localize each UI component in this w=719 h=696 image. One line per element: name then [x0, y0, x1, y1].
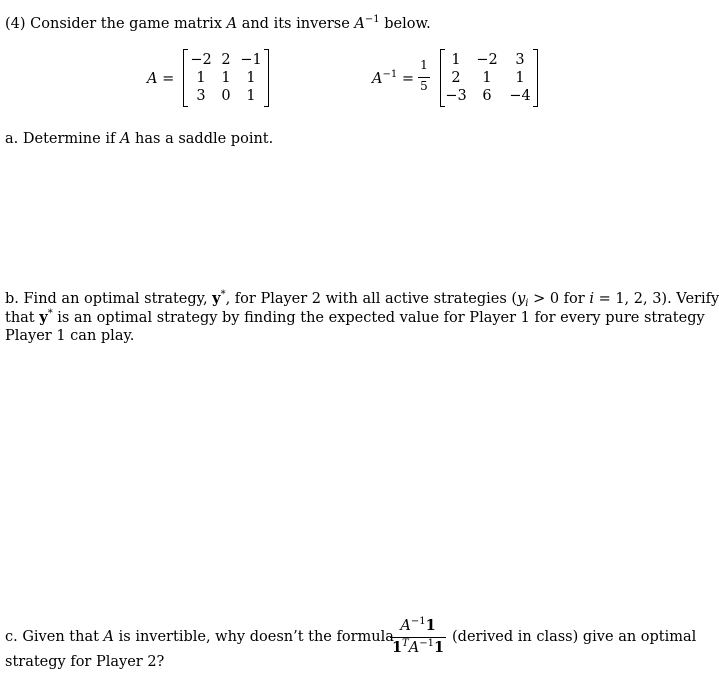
- part-c-line-1b: (derived in class) give an optimal: [452, 629, 697, 645]
- matrix-a-cell: −1: [240, 52, 262, 68]
- part-a: a. Determine if A has a saddle point.: [5, 131, 274, 147]
- part-c-line-2: strategy for Player 2?: [5, 654, 165, 670]
- matrix-ainv-cell: 1: [451, 52, 461, 68]
- matrix-ainv-cell: −2: [476, 52, 498, 68]
- matrix-a-cell: 1: [246, 88, 256, 104]
- problem-number: (4): [5, 16, 26, 32]
- part-c-line-1a: c. Given that A is invertible, why doesn’t the formula: [5, 629, 394, 645]
- part-b-line-1: b. Find an optimal strategy, y*, for Player 2 with all active strategies ($y_i > 0$ for i = 1, 2, 3). Verify: [5, 289, 719, 309]
- matrix-a-cell: 1: [246, 70, 256, 86]
- matrix-ainv-cell: 3: [515, 52, 525, 68]
- matrix-a: [183, 49, 269, 107]
- part-b-line-3: Player 1 can play.: [5, 328, 135, 344]
- matrix-ainv: [440, 49, 538, 107]
- formula-fraction: $A^{-1}1$ $1^TA^{-1}1$: [391, 616, 445, 656]
- matrix-ainv-cell: 1: [515, 70, 525, 86]
- matrix-ainv-cell: 1: [482, 70, 492, 86]
- matrix-ainv-scalar: 1 5: [418, 58, 430, 98]
- matrix-a-cell: −2: [190, 52, 212, 68]
- matrix-ainv-label: $A^{-1}$ =: [372, 69, 414, 87]
- matrix-a-cell: 2: [221, 52, 231, 68]
- matrix-a-cell: 1: [221, 70, 231, 86]
- matrix-a-cell: 3: [196, 88, 206, 104]
- matrix-ainv-cell: −3: [445, 88, 467, 104]
- problem-intro: (4) Consider the game matrix A and its inverse $A^{-1}$ below.: [5, 14, 431, 32]
- part-b-line-2: that y* is an optimal strategy by finding the expected value for Player 1 for every pure strategy: [5, 308, 705, 326]
- matrix-a-label: A =: [147, 71, 175, 87]
- matrix-ainv-cell: 6: [482, 88, 492, 104]
- matrix-a-cell: 1: [196, 70, 206, 86]
- matrix-ainv-cell: 2: [451, 70, 461, 86]
- matrix-ainv-cell: −4: [509, 88, 531, 104]
- matrix-a-cell: 0: [221, 88, 231, 104]
